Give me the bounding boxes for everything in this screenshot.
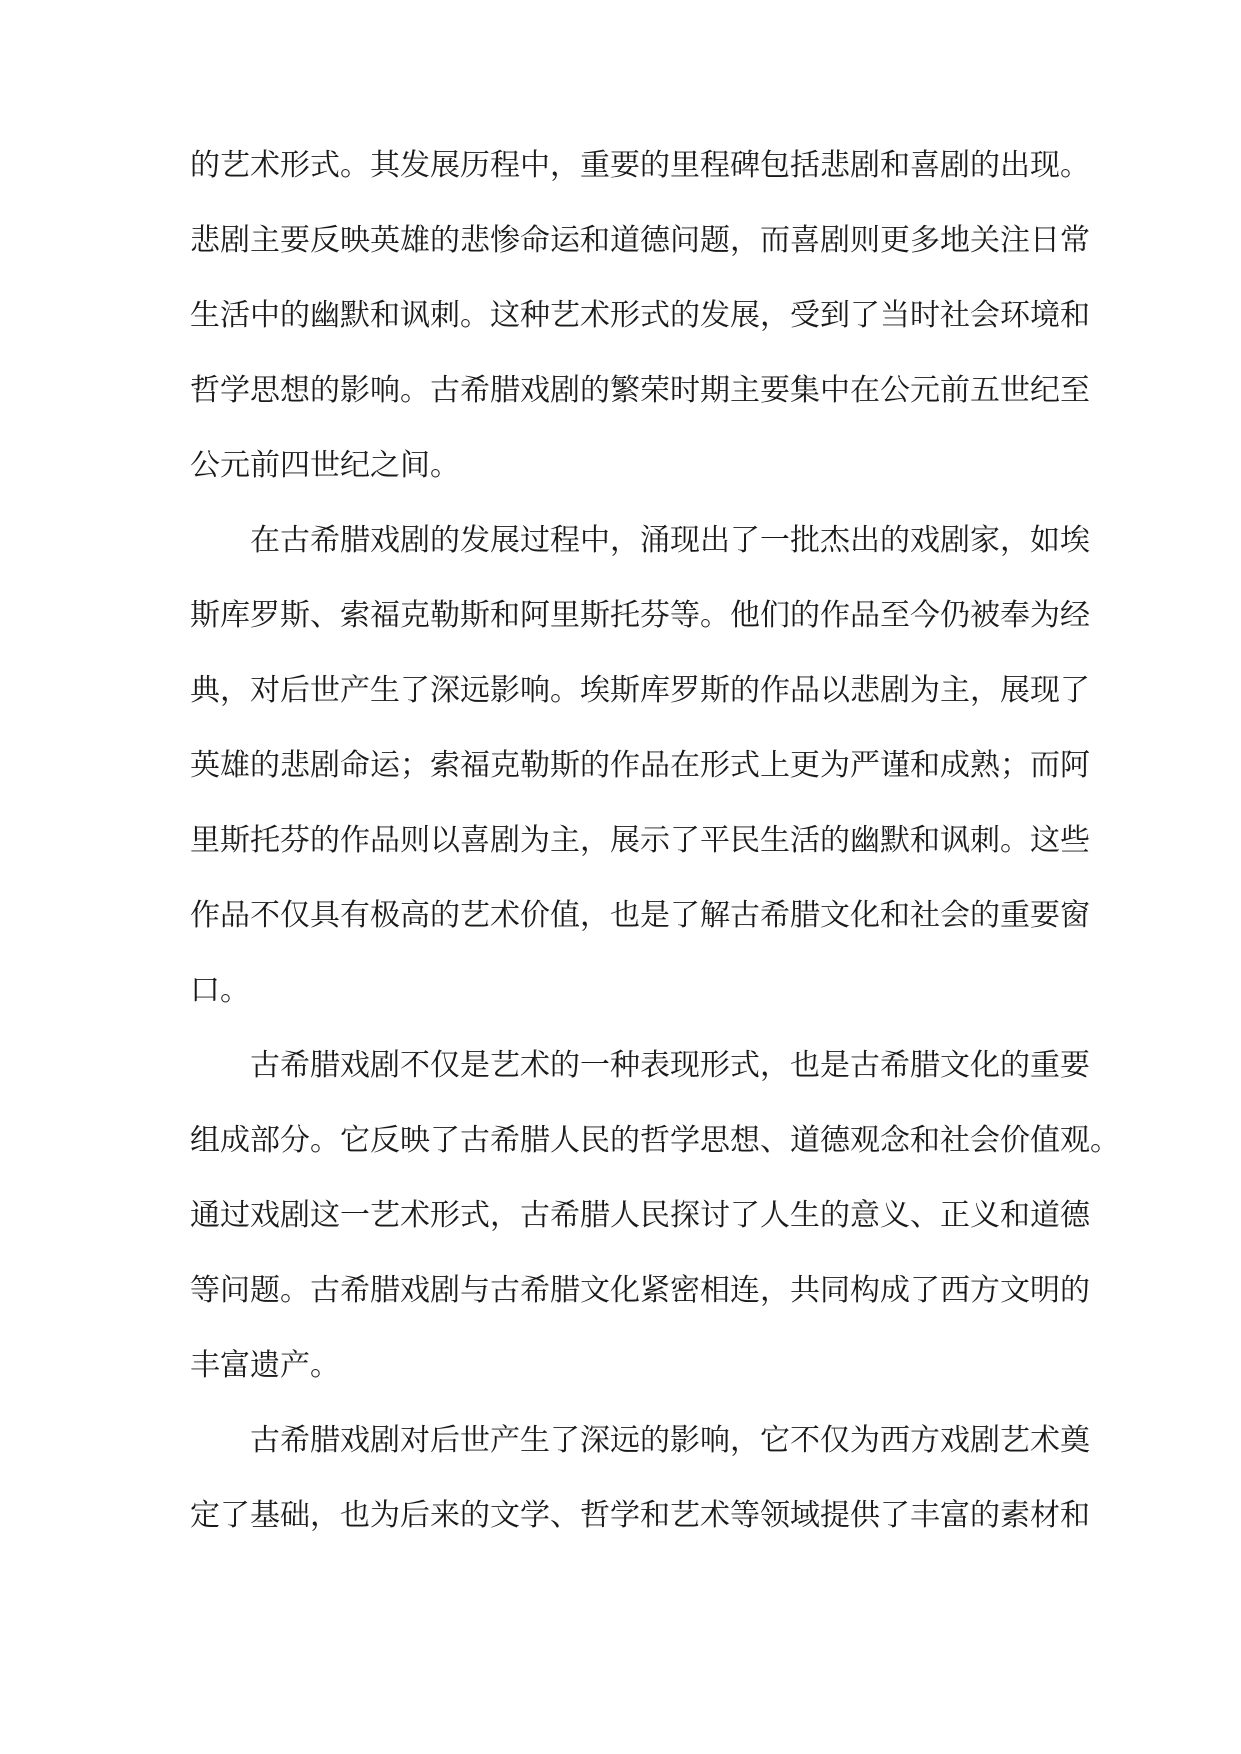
text-line: 在古希腊戏剧的发展过程中，涌现出了一批杰出的戏剧家，如埃 bbox=[250, 523, 1090, 558]
text-line: 典，对后世产生了深远影响。埃斯库罗斯的作品以悲剧为主，展现了 bbox=[190, 673, 1090, 708]
text-line: 通过戏剧这一艺术形式，古希腊人民探讨了人生的意义、正义和道德 bbox=[190, 1198, 1090, 1233]
paragraph-1 bbox=[190, 128, 1090, 503]
text-line: 生活中的幽默和讽刺。这种艺术形式的发展，受到了当时社会环境和 bbox=[190, 298, 1090, 333]
text-line: 古希腊戏剧对后世产生了深远的影响，它不仅为西方戏剧艺术奠 bbox=[250, 1423, 1090, 1458]
text-line: 英雄的悲剧命运；索福克勒斯的作品在形式上更为严谨和成熟；而阿 bbox=[190, 748, 1090, 783]
text-line: 里斯托芬的作品则以喜剧为主，展示了平民生活的幽默和讽刺。这些 bbox=[190, 823, 1090, 858]
paragraph-4 bbox=[190, 1403, 1090, 1553]
text-line: 口。 bbox=[190, 973, 250, 1008]
text-line: 作品不仅具有极高的艺术价值，也是了解古希腊文化和社会的重要窗 bbox=[190, 898, 1090, 933]
text-line: 古希腊戏剧不仅是艺术的一种表现形式，也是古希腊文化的重要 bbox=[250, 1048, 1090, 1083]
text-line: 悲剧主要反映英雄的悲惨命运和道德问题，而喜剧则更多地关注日常 bbox=[190, 223, 1090, 258]
text-line: 等问题。古希腊戏剧与古希腊文化紧密相连，共同构成了西方文明的 bbox=[190, 1273, 1090, 1308]
text-line: 的艺术形式。其发展历程中，重要的里程碑包括悲剧和喜剧的出现。 bbox=[190, 148, 1090, 183]
text-line: 丰富遗产。 bbox=[190, 1348, 340, 1383]
text-line: 定了基础，也为后来的文学、哲学和艺术等领域提供了丰富的素材和 bbox=[190, 1498, 1090, 1533]
text-line: 哲学思想的影响。古希腊戏剧的繁荣时期主要集中在公元前五世纪至 bbox=[190, 373, 1090, 408]
text-line: 组成部分。它反映了古希腊人民的哲学思想、道德观念和社会价值观。 bbox=[190, 1123, 1120, 1158]
paragraph-2 bbox=[190, 503, 1090, 1028]
text-line: 斯库罗斯、索福克勒斯和阿里斯托芬等。他们的作品至今仍被奉为经 bbox=[190, 598, 1090, 633]
body-text bbox=[190, 128, 1120, 1553]
text-line: 公元前四世纪之间。 bbox=[190, 448, 460, 483]
paragraph-3 bbox=[190, 1028, 1120, 1403]
